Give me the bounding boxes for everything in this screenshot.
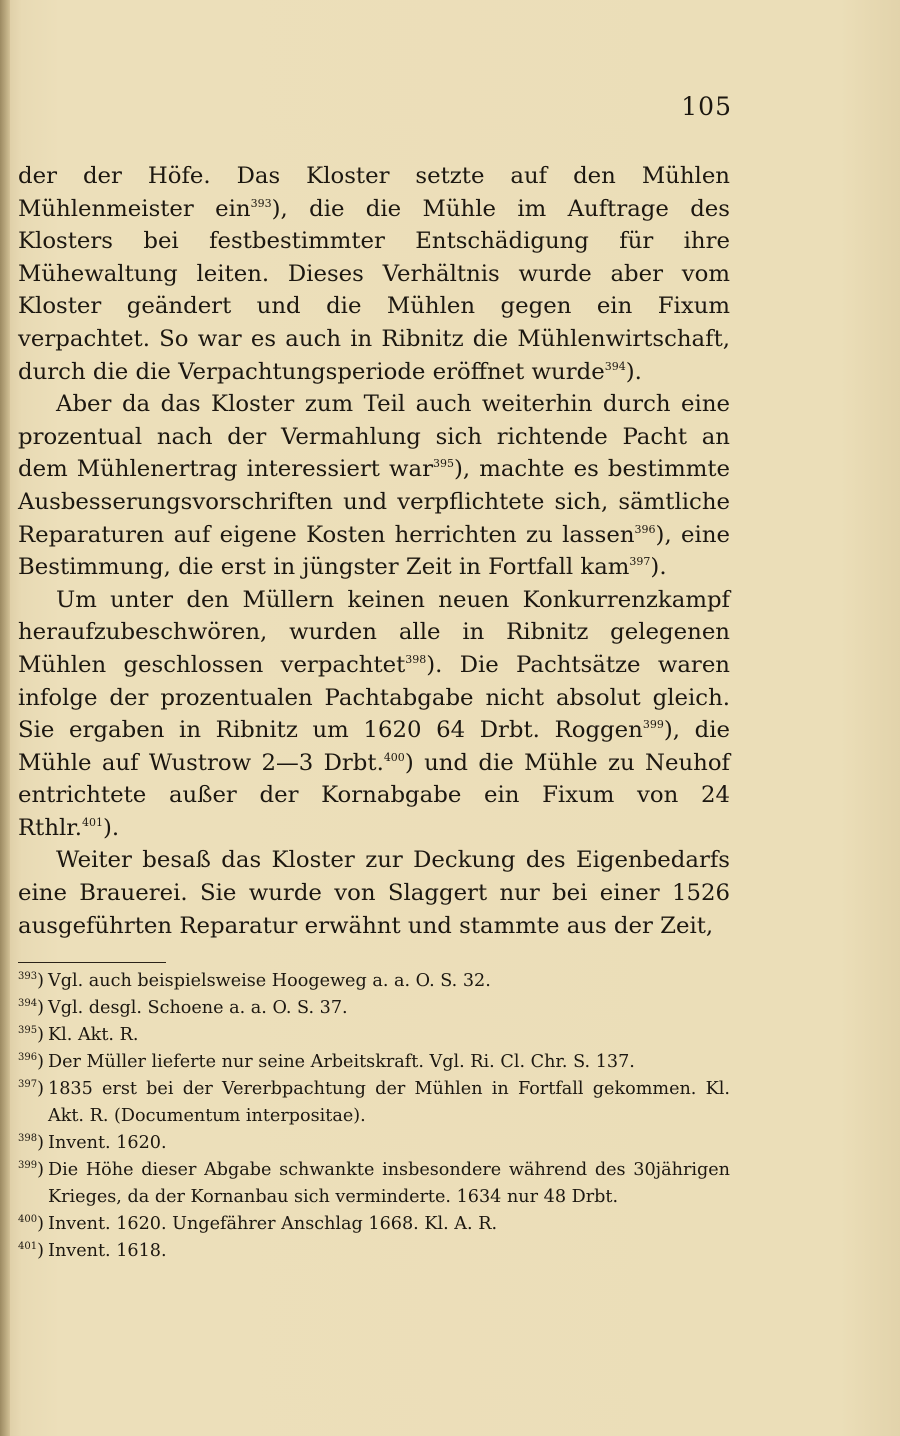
footnote-text: Die Höhe dieser Abgabe schwankte insbesondere während des 30jährigen Krieges, da der Kornanbau sich verminderte. 1634 nur 48 Drbt.	[48, 1160, 730, 1207]
footnote-number-text: 393	[18, 971, 38, 982]
footnote	[18, 1238, 730, 1265]
footnote-ref[interactable]: 399	[642, 718, 664, 732]
page-gutter	[0, 0, 10, 1436]
footnote	[18, 1076, 730, 1130]
footnote-number: $^{400}$)	[18, 1214, 44, 1234]
footnote-ref[interactable]: 397	[629, 555, 651, 569]
footnote-text: Vgl. auch beispielsweise Hoogeweg a. a. O. S. 32.	[48, 971, 491, 991]
footnote-number: $^{394}$)	[18, 998, 44, 1018]
footnote-number: $^{401}$)	[18, 1241, 44, 1261]
paragraph-4	[18, 844, 730, 942]
footnote	[18, 1157, 730, 1211]
page-number: 105	[681, 92, 732, 121]
paragraph-2	[18, 388, 730, 584]
footnote-number-text: 398	[18, 1133, 38, 1144]
paragraph-3	[18, 584, 730, 845]
footnote-number-text: 401	[18, 1241, 38, 1252]
footnote-divider	[18, 962, 166, 963]
text-span: ), eine Bestimmung, die erst in jüngster Zeit in Fortfall kam	[18, 521, 731, 581]
footnote-text: 1835 erst bei der Vererbpachtung der Mühlen in Fortfall gekommen. Kl. Akt. R. (Documentum interpositae).	[48, 1079, 730, 1126]
footnote-text: Invent. 1620. Ungefährer Anschlag 1668. Kl. A. R.	[48, 1214, 498, 1234]
footnote	[18, 1049, 730, 1076]
text-span: ).	[625, 358, 642, 385]
footnote-text: Invent. 1618.	[48, 1241, 167, 1261]
footnote-text: Der Müller lieferte nur seine Arbeitskraft. Vgl. Ri. Cl. Chr. S. 137.	[48, 1052, 635, 1072]
footnote-number: $^{393}$)	[18, 971, 44, 991]
footnote-ref[interactable]: 401	[81, 815, 103, 829]
footnote-number: $^{396}$)	[18, 1052, 44, 1072]
paragraph-1	[18, 160, 730, 388]
text-span: ).	[102, 814, 120, 841]
text-span: ).	[650, 554, 667, 581]
footnote-ref[interactable]: 396	[634, 522, 656, 536]
footnote	[18, 968, 730, 995]
footnote-text: Invent. 1620.	[48, 1133, 167, 1153]
footnote-number-text: 394	[18, 998, 38, 1009]
footnote-number-text: 395	[18, 1025, 38, 1036]
footnote-number: $^{397}$)	[18, 1079, 44, 1099]
footnote-number-text: 399	[18, 1160, 38, 1171]
footnote-ref[interactable]: 400	[383, 750, 405, 764]
text-span: ). Die Pachtsätze waren infolge der prozentualen Pachtabgabe nicht absolut gleich. Sie ergaben in Ribnitz um 1620 64 Drbt. Roggen	[18, 651, 730, 744]
text-span: ) und die Mühle zu Neuhof entrichtete außer der Kornabgabe ein Fixum von 24 Rthlr.	[18, 749, 730, 841]
footnote-ref[interactable]: 393	[250, 196, 272, 210]
text-span: Aber da das Kloster zum Teil auch weiterhin durch eine prozentual nach der Vermahlung sich richtende Pacht an dem Mühlenertrag interessiert war	[18, 391, 730, 483]
text-span: der der Höfe. Das Kloster setzte auf den Mühlen Mühlenmeister ein	[18, 163, 730, 222]
footnote	[18, 1130, 730, 1157]
footnote-text: Vgl. desgl. Schoene a. a. O. S. 37.	[48, 998, 348, 1018]
footnote-ref[interactable]: 395	[433, 457, 454, 471]
main-text	[18, 160, 730, 942]
footnote	[18, 1211, 730, 1238]
footnote-number-text: 400	[18, 1214, 38, 1225]
footnote-text: Kl. Akt. R.	[48, 1025, 139, 1045]
footnote-number-text: 396	[18, 1052, 38, 1063]
footnote-number: $^{399}$)	[18, 1160, 44, 1180]
footnote-ref[interactable]: 398	[405, 652, 427, 666]
text-span: Weiter besaß das Kloster zur Deckung des Eigenbedarfs eine Brauerei. Sie wurde von Slaggert nur bei einer 1526 ausgeführten Reparatur erwähnt und stammte aus der Zeit,	[18, 847, 730, 939]
footnotes	[18, 968, 730, 1265]
footnote	[18, 995, 730, 1022]
footnote	[18, 1022, 730, 1049]
text-span: ), die Mühle auf Wustrow 2—3 Drbt.	[18, 717, 730, 776]
text-span: ), machte es bestimmte Ausbesserungsvorschriften und verpflichtete sich, sämtliche Reparaturen auf eigene Kosten herrichten zu lassen	[18, 456, 730, 548]
footnote-number: $^{398}$)	[18, 1133, 44, 1153]
footnote-number-text: 397	[18, 1079, 38, 1090]
footnote-ref[interactable]: 394	[604, 359, 626, 373]
text-span: Um unter den Müllern keinen neuen Konkurrenzkampf heraufzubeschwören, wurden alle in Ribnitz gelegenen Mühlen geschlossen verpachtet	[18, 586, 730, 678]
footnote-number: $^{395}$)	[18, 1025, 44, 1045]
text-span: ), die die Mühle im Auftrage des Klosters bei festbestimmter Entschädigung für ihre Mühewaltung leiten. Dieses Verhältnis wurde aber vom Kloster geändert und die Mühlen gegen ein Fixum verpachtet. So war es auch in Ribnitz die Mühlenwirtschaft, durch die die Verpachtungsperiode eröffnet wurde	[18, 195, 731, 385]
